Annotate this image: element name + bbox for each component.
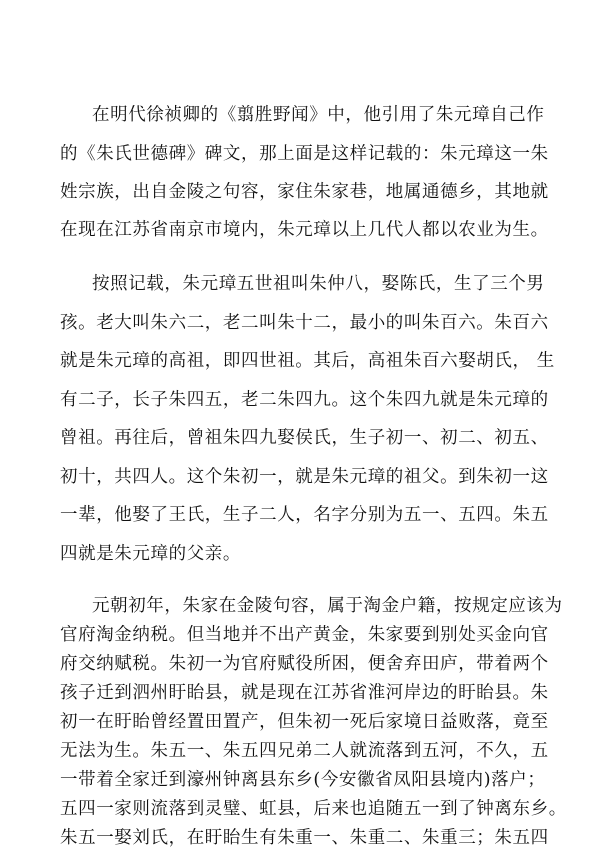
text-line: 孩。老大叫朱六二，老二叫朱十二，最小的叫朱百六。朱百六 xyxy=(60,313,549,333)
text-line: 初十，共四人。这个朱初一，就是朱元璋的祖父。到朱初一这 xyxy=(60,467,549,487)
text-line: 四就是朱元璋的父亲。 xyxy=(60,544,241,564)
text-line: 按照记载，朱元璋五世祖叫朱仲八，娶陈氏，生了三个男 xyxy=(92,274,545,294)
text-line: 孩子迁到泗州盱眙县，就是现在江苏省淮河岸边的盱眙县。朱 xyxy=(60,683,549,703)
text-line: 朱五一娶刘氏，在盱眙生有朱重一、朱重二、朱重三；朱五四 xyxy=(60,828,549,848)
text-line: 曾祖。再往后，曾祖朱四九娶侯氏，生子初一、初二、初五、 xyxy=(60,428,549,448)
text-line: 五四一家则流落到灵璧、虹县，后来也追随五一到了钟离东乡。 xyxy=(60,799,567,819)
text-line: 在明代徐祯卿的《翦胜野闻》中，他引用了朱元璋自己作 xyxy=(92,105,545,125)
text-line: 元朝初年，朱家在金陵句容，属于淘金户籍，按规定应该为 xyxy=(92,596,563,616)
text-line: 一带着全家迁到濠州钟离县东乡(今安徽省凤阳县境内)落户； xyxy=(60,770,546,790)
text-line: 府交纳赋税。朱初一为官府赋役所困，便舍弃田庐，带着两个 xyxy=(60,654,549,674)
text-line: 的《朱氏世德碑》碑文，那上面是这样记载的：朱元璋这一朱 xyxy=(60,144,549,164)
text-line: 无法为生。朱五一、朱五四兄弟二人就流落到五河，不久，五 xyxy=(60,741,549,761)
text-line: 官府淘金纳税。但当地并不出产黄金，朱家要到别处买金向官 xyxy=(60,625,549,645)
text-line: 就是朱元璋的高祖，即四世祖。其后，高祖朱百六娶胡氏， 生 xyxy=(60,351,555,371)
text-line: 在现在江苏省南京市境内，朱元璋以上几代人都以农业为生。 xyxy=(60,220,549,240)
text-line: 姓宗族，出自金陵之句容，家住朱家巷，地属通德乡，其地就 xyxy=(60,182,549,202)
text-line: 初一在盱眙曾经置田置产，但朱初一死后家境日益败落，竟至 xyxy=(60,712,549,732)
text-line: 一辈，他娶了王氏，生子二人，名字分别为五一、五四。朱五 xyxy=(60,505,549,525)
text-line: 有二子，长子朱四五，老二朱四九。这个朱四九就是朱元璋的 xyxy=(60,390,549,410)
